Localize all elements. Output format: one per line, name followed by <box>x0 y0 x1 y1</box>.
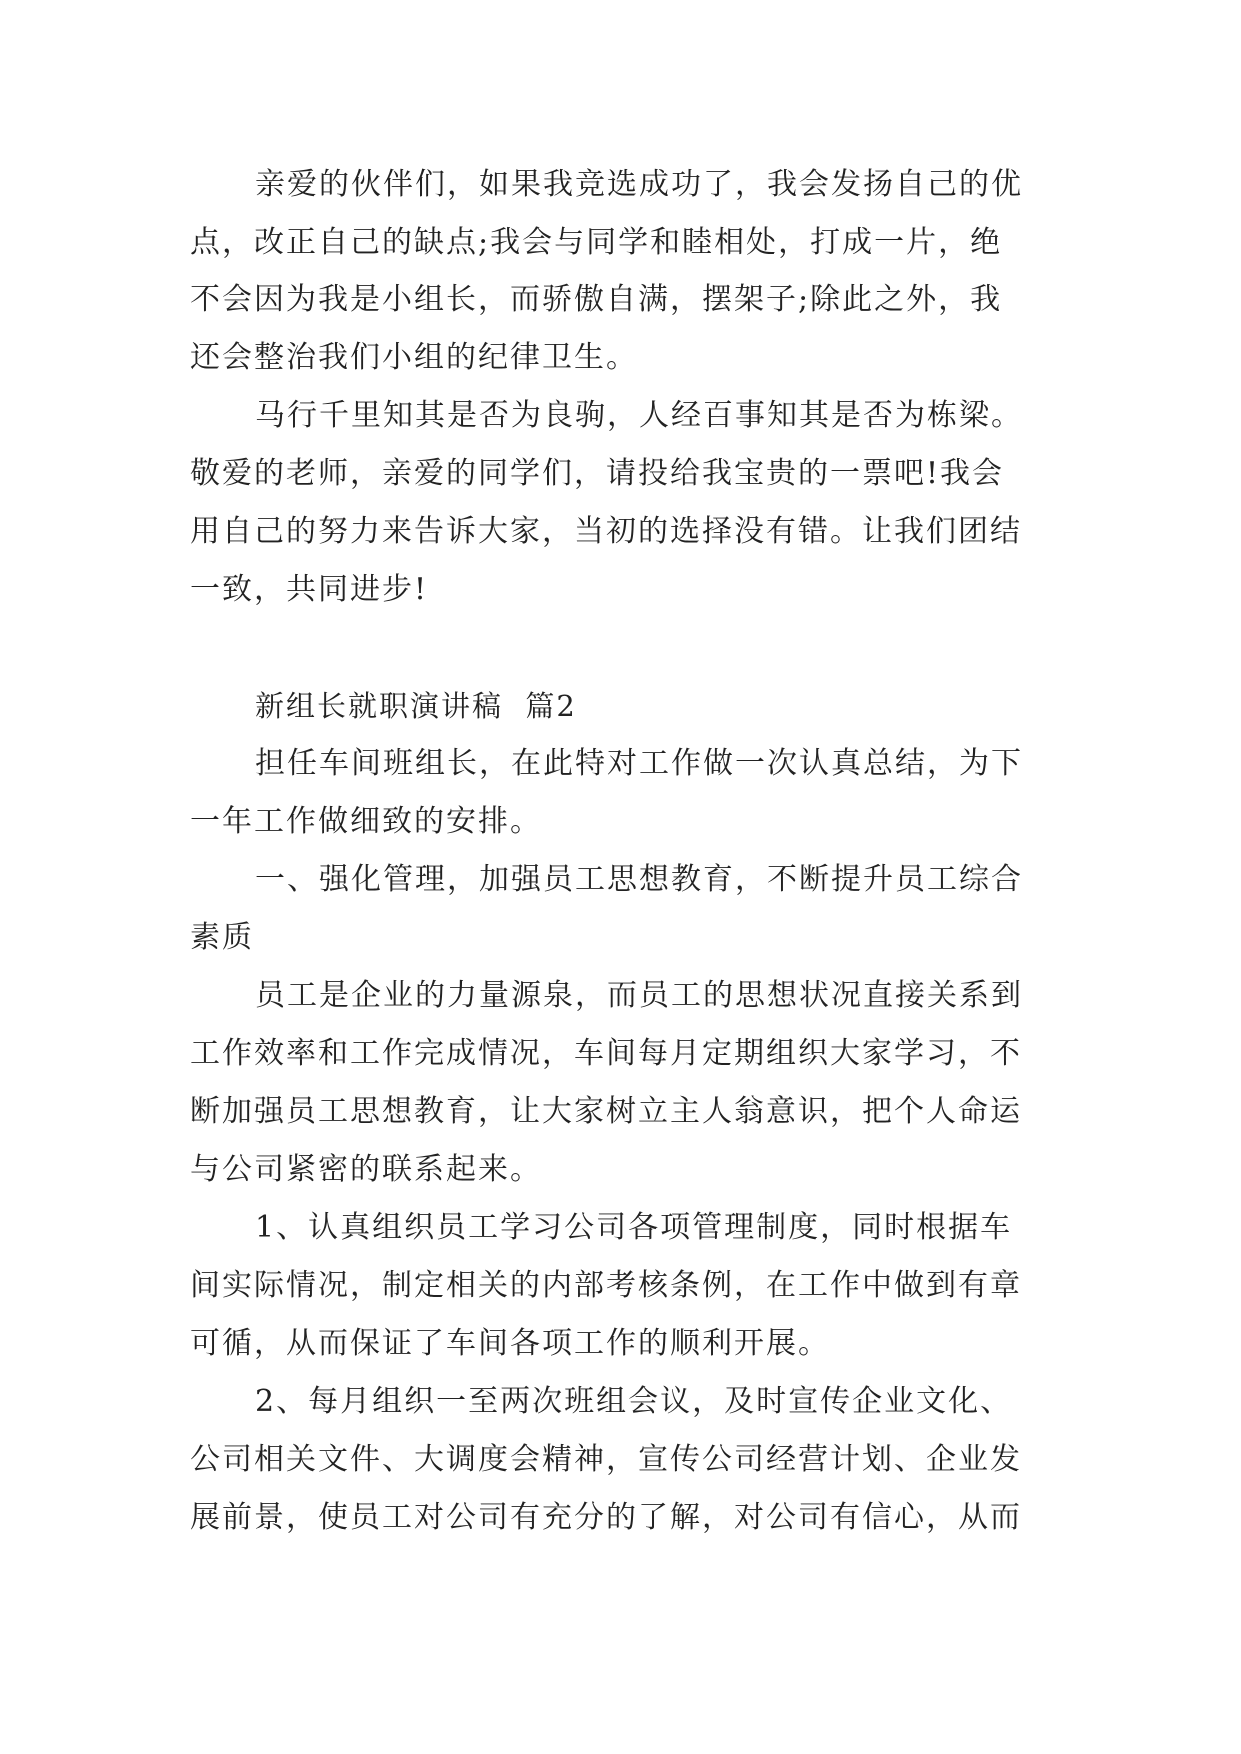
paragraph-5-line-4: 与公司紧密的联系起来。 <box>190 1152 542 1187</box>
paragraph-5-line-3: 断加强员工思想教育，让大家树立主人翁意识，把个人命运 <box>190 1094 1022 1129</box>
paragraph-6-line-1: 1、认真组织员工学习公司各项管理制度，同时根据车 <box>255 1210 1013 1245</box>
paragraph-7-line-3: 展前景，使员工对公司有充分的了解，对公司有信心，从而 <box>190 1500 1022 1535</box>
paragraph-2-line-4: 一致，共同进步! <box>190 572 429 607</box>
paragraph-3-line-2: 一年工作做细致的安排。 <box>190 804 542 839</box>
section-heading: 新组长就职演讲稿 篇2 <box>255 689 577 723</box>
paragraph-1-line-2: 点，改正自己的缺点;我会与同学和睦相处，打成一片，绝 <box>190 225 1003 260</box>
paragraph-4-line-2: 素质 <box>190 920 254 955</box>
paragraph-6-line-3: 可循，从而保证了车间各项工作的顺利开展。 <box>190 1326 830 1361</box>
paragraph-3-line-1: 担任车间班组长，在此特对工作做一次认真总结，为下 <box>255 746 1023 781</box>
paragraph-5-line-1: 员工是企业的力量源泉，而员工的思想状况直接关系到 <box>255 978 1023 1013</box>
paragraph-1-line-1: 亲爱的伙伴们，如果我竞选成功了，我会发扬自己的优 <box>255 167 1023 202</box>
paragraph-1-line-4: 还会整治我们小组的纪律卫生。 <box>190 340 638 375</box>
paragraph-7-line-2: 公司相关文件、大调度会精神，宣传公司经营计划、企业发 <box>190 1442 1022 1477</box>
paragraph-2-line-2: 敬爱的老师，亲爱的同学们，请投给我宝贵的一票吧!我会 <box>190 456 1005 491</box>
paragraph-5-line-2: 工作效率和工作完成情况，车间每月定期组织大家学习，不 <box>190 1036 1022 1071</box>
paragraph-1-line-3: 不会因为我是小组长，而骄傲自满，摆架子;除此之外，我 <box>190 282 1003 317</box>
paragraph-2-line-1: 马行千里知其是否为良驹，人经百事知其是否为栋梁。 <box>255 398 1023 433</box>
paragraph-4-line-1: 一、强化管理，加强员工思想教育，不断提升员工综合 <box>255 862 1023 897</box>
paragraph-7-line-1: 2、每月组织一至两次班组会议，及时宣传企业文化、 <box>255 1384 1013 1419</box>
paragraph-6-line-2: 间实际情况，制定相关的内部考核条例，在工作中做到有章 <box>190 1268 1022 1303</box>
paragraph-2-line-3: 用自己的努力来告诉大家，当初的选择没有错。让我们团结 <box>190 514 1022 549</box>
